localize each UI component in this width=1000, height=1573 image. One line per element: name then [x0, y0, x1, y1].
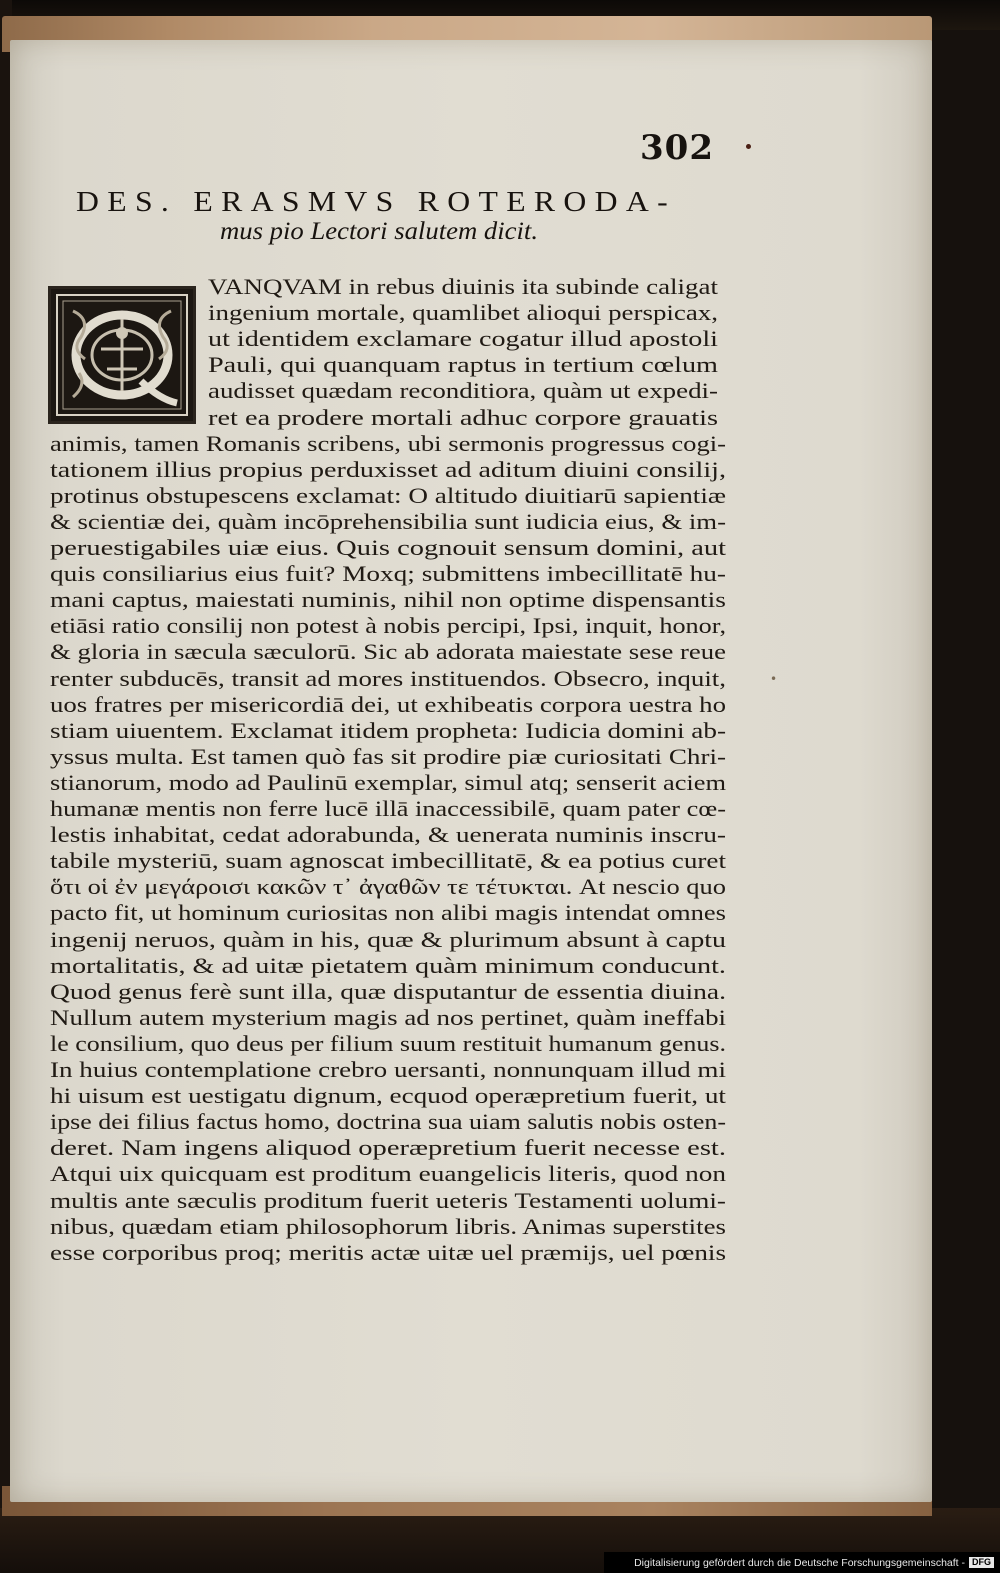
decorated-initial-q — [48, 286, 196, 424]
body-line: Atqui uix quicquam est proditum euangelicis literis, quod non — [50, 1161, 726, 1187]
body-line: In huius contemplatione crebro uersanti, nonnunquam illud mi — [50, 1057, 726, 1082]
body-line: & gloria in sæcula sæculorū. Sic ab adorata maiestate sese reue — [50, 639, 726, 665]
body-line: peruestigabiles uiæ eius. Quis cognouit sensum domini, aut — [50, 535, 726, 560]
body-line: tationem illius propius perduxisset ad aditum diuini consilij, — [50, 456, 726, 482]
body-line: pacto fit, ut hominum curiositas non alibi magis intendat omnes — [50, 900, 726, 926]
footer-bar — [604, 1552, 1000, 1573]
heading-line-2: mus pio Lectori salutem dicit. — [220, 218, 538, 245]
body-line: mortalitatis, & ad uitæ pietatem quàm minimum conducunt. — [50, 952, 726, 978]
body-line: etiāsi ratio consilij non potest à nobis percipi, Ipsi, inquit, honor, — [50, 613, 726, 639]
heading-line-1: DES. ERASMVS ROTERODA- — [76, 186, 677, 218]
body-line: esse corporibus proq; meritis actæ uitæ uel præmijs, uel pœnis — [50, 1239, 726, 1265]
body-line: renter subducēs, transit ad mores instituendos. Obsecro, inquit, — [50, 665, 726, 691]
body-line: tabile mysteriū, suam agnoscat imbecillitatē, & ea potius curet — [50, 848, 726, 874]
body-line: hi uisum est uestigatu dignum, ecquod operæpretium fuerit, ut — [50, 1083, 726, 1109]
body-line: humanæ mentis non ferre lucē illā inaccessibilē, quam pater cœ- — [50, 796, 726, 821]
body-line: quis consiliarius eius fuit? Moxq; submittens imbecillitatē hu- — [50, 561, 726, 587]
body-line: protinus obstupescens exclamat: O altitudo diuitiarū sapientiæ — [50, 482, 726, 508]
body-line: yssus multa. Est tamen quò fas sit prodire piæ curiositati Chri- — [50, 743, 726, 769]
page-number: 302 — [640, 128, 714, 168]
body-line: le consilium, quo deus per filium suum restituit humanum genus. — [50, 1030, 726, 1056]
body-line: VANQVAM in rebus diuinis ita subinde caligat — [208, 274, 718, 299]
body-line: deret. Nam ingens aliquod operæpretium fuerit necesse est. — [50, 1135, 726, 1161]
body-line: Nullum autem mysterium magis ad nos pertinet, quàm ineffabi — [50, 1004, 726, 1030]
body-line: uos fratres per misericordiā dei, ut exhibeatis corpora uestra ho — [50, 691, 726, 717]
stray-ink-mark: • — [770, 672, 778, 686]
body-line: ret ea prodere mortali adhuc corpore grauatis — [208, 404, 718, 430]
body-line: & scientiæ dei, quàm incōprehensibilia sunt iudicia eius, & im- — [50, 508, 726, 534]
footer-text: Digitalisierung gefördert durch die Deutsche Forschungsgemeinschaft - — [634, 1556, 965, 1569]
body-line: mani captus, maiestati numinis, nihil non optime dispensantis — [50, 587, 726, 613]
body-line: animis, tamen Romanis scribens, ubi sermonis progressus cogi- — [50, 430, 726, 456]
body-line: ut identidem exclamare cogatur illud apostoli — [208, 326, 718, 352]
body-line: ingenium mortale, quamlibet alioqui perspicax, — [208, 300, 718, 326]
body-line: stianorum, modo ad Paulinū exemplar, simul atq; senserit aciem — [50, 769, 726, 795]
body-line: audisset quædam reconditiora, quàm ut expedi- — [208, 378, 718, 404]
body-line: Pauli, qui quanquam raptus in tertium cœlum — [208, 352, 718, 378]
dfg-logo: DFG — [969, 1557, 994, 1569]
body-line: multis ante sæculis proditum fuerit ueteris Testamenti uolumi- — [50, 1187, 726, 1213]
body-line: ὅτι οἱ ἐν μεγάροισι κακῶν τ᾽ ἀγαθῶν τε τέτυκται. At nescio quo — [50, 874, 726, 900]
ink-dot — [746, 144, 751, 149]
body-line: Quod genus ferè sunt illa, quæ disputantur de essentia diuina. — [50, 978, 726, 1004]
body-line: ingenij neruos, quàm in his, quæ & plurimum absunt à captu — [50, 926, 726, 952]
body-line: lestis inhabitat, cedat adorabunda, & uenerata numinis inscru- — [50, 822, 726, 848]
body-line: stiam uiuentem. Exclamat itidem propheta: Iudicia domini ab- — [50, 717, 726, 743]
body-line: ipse dei filius factus homo, doctrina sua uiam salutis nobis osten- — [50, 1109, 726, 1135]
ornament-icon — [51, 289, 193, 421]
body-line: nibus, quædam etiam philosophorum libris. Animas superstites — [50, 1213, 726, 1239]
